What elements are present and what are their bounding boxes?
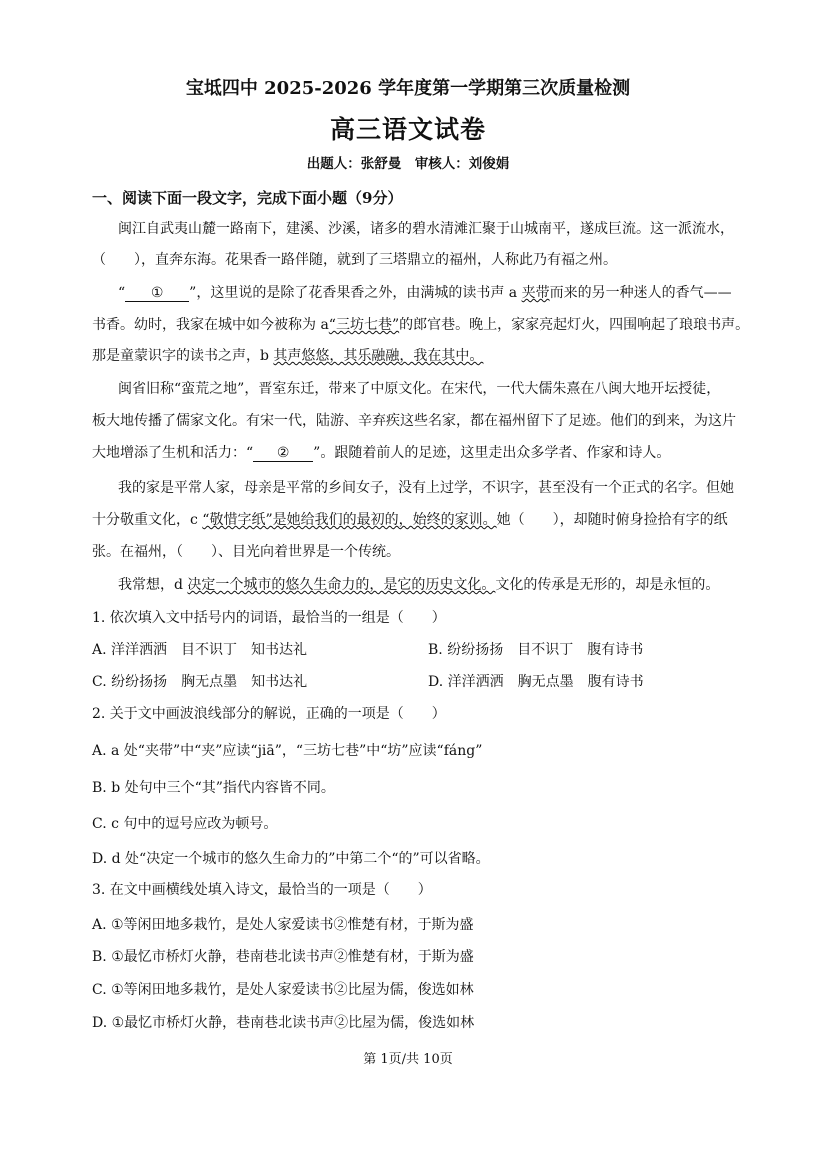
passage-line: （ ），直奔东海。花果香一路伴随，就到了三塔鼎立的福州，人称此乃有福之州。 bbox=[92, 252, 617, 268]
exam-subtitle: 高三语文试卷 bbox=[329, 115, 486, 144]
wavy-underline-c: “敬惜字纸”是她给我们的最初的，始终的家训。 bbox=[202, 512, 497, 528]
q2-option-c: C. c 句中的逗号应改为顿号。 bbox=[92, 816, 278, 832]
passage-line: 我的家是平常人家，母亲是平常的乡间女子，没有上过学，不识字，甚至没有一个正式的名字。但她 bbox=[118, 480, 734, 496]
q1-option-a: A. 洋洋洒洒 目不识丁 知书达礼 bbox=[92, 642, 308, 658]
passage-line: 那是童蒙识字的读书之声，b 其声悠悠，其乐融融，我在其中。 bbox=[92, 348, 484, 364]
exam-authors: 出题人：张舒曼 审核人：刘俊娟 bbox=[306, 156, 510, 172]
blank-2: ② bbox=[253, 445, 313, 462]
question-2-stem: 2. 关于文中画波浪线部分的解说，正确的一项是（ ） bbox=[92, 706, 446, 722]
question-1-stem: 1. 依次填入文中括号内的词语，最恰当的一组是（ ） bbox=[92, 610, 446, 626]
passage-line: 闽省旧称“蛮荒之地”，晋室东迁，带来了中原文化。在宋代，一代大儒朱熹在八闽大地开坛授徒， bbox=[118, 381, 721, 397]
q2-option-d: D. d 处“决定一个城市的悠久生命力的”中第二个“的”可以省略。 bbox=[92, 851, 490, 867]
q3-option-c: C. ①等闲田地多栽竹，是处人家爱读书②比屋为儒，俊选如林 bbox=[92, 982, 474, 998]
passage-line: 大地增添了生机和活力：“ ② ”。跟随着前人的足迹，这里走出众多学者、作家和诗人。 bbox=[92, 445, 671, 461]
blank-1: ① bbox=[125, 285, 189, 302]
passage-line: 书香。幼时，我家在城中如今被称为 a“三坊七巷”的郎官巷。晚上，家家亮起灯火，四围响起了琅琅书声。 bbox=[92, 317, 750, 333]
q3-option-b: B. ①最忆市桥灯火静，巷南巷北读书声②惟楚有材，于斯为盛 bbox=[92, 949, 474, 965]
wavy-underline-a: 夹带 bbox=[521, 285, 550, 301]
q2-option-b: B. b 处句中三个“其”指代内容皆不同。 bbox=[92, 780, 335, 796]
q1-option-d: D. 洋洋洒洒 胸无点墨 腹有诗书 bbox=[428, 674, 644, 690]
passage-line: 板大地传播了儒家文化。有宋一代，陆游、辛弃疾这些名家，都在福州留下了足迹。他们的到来，为这片 bbox=[92, 413, 736, 429]
passage-line: 我常想，d 决定一个城市的悠久生命力的，是它的历史文化。文化的传承是无形的，却是永恒的。 bbox=[118, 577, 720, 593]
wavy-underline-b: 其声悠悠，其乐融融，我在其中。 bbox=[273, 348, 484, 364]
passage-line: 张。在福州，（ ）、目光向着世界是一个传统。 bbox=[92, 544, 400, 560]
q1-option-c: C. 纷纷扬扬 胸无点墨 知书达礼 bbox=[92, 674, 308, 690]
page-number: 第 1页/共 10页 bbox=[363, 1052, 453, 1067]
passage-line: “ ① ”，这里说的是除了花香果香之外，由满城的读书声 a 夹带而来的另一种迷人的香气—— bbox=[118, 285, 732, 301]
q1-option-b: B. 纷纷扬扬 目不识丁 腹有诗书 bbox=[428, 642, 644, 658]
q2-option-a: A. a 处“夹带”中“夹”应读“jiā”，“三坊七巷”中“坊”应读“fáng” bbox=[92, 743, 483, 759]
wavy-underline-d: 决定一个城市的悠久生命力的，是它的历史文化。 bbox=[187, 577, 496, 593]
exam-title: 宝坻四中 2025-2026 学年度第一学期第三次质量检测 bbox=[185, 78, 631, 99]
passage-line: 闽江自武夷山麓一路南下，建溪、沙溪，诸多的碧水清滩汇聚于山城南平，遂成巨流。这一派流水， bbox=[118, 221, 734, 237]
q3-option-d: D. ①最忆市桥灯火静，巷南巷北读书声②比屋为儒，俊选如林 bbox=[92, 1015, 475, 1031]
question-3-stem: 3. 在文中画横线处填入诗文，最恰当的一项是（ ） bbox=[92, 882, 432, 898]
q3-option-a: A. ①等闲田地多栽竹，是处人家爱读书②惟楚有材，于斯为盛 bbox=[92, 917, 474, 933]
passage-line: 十分敬重文化，c “敬惜字纸”是她给我们的最初的，始终的家训。她（ ），却随时俯身捡拾有字的纸 bbox=[92, 512, 728, 528]
wavy-underline-a2: “三坊七巷” bbox=[328, 317, 400, 333]
section-heading: 一、阅读下面一段文字，完成下面小题（9分） bbox=[92, 189, 403, 207]
